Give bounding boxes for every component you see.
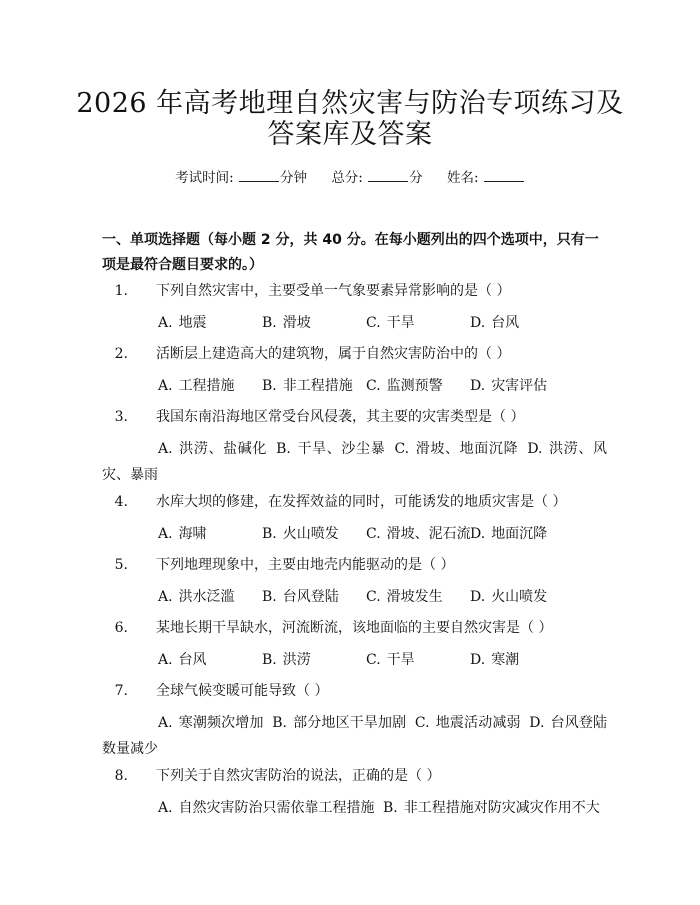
total-score-label: 总分:	[331, 170, 363, 186]
page-title-line1: 2026 年高考地理自然灾害与防治专项练习及	[76, 88, 624, 119]
exam-time-field	[175, 170, 307, 186]
question-6	[102, 618, 607, 638]
option-b: B. 干旱、沙尘暴	[276, 441, 386, 457]
exam-meta	[0, 168, 700, 188]
option-b: B. 非工程措施对防灾减灾作用不大	[383, 800, 600, 816]
question-text: 下列地理现象中，主要由地壳内能驱动的是（ ）	[156, 557, 455, 573]
question-3-options	[102, 436, 607, 488]
option-c: C. 监测预警	[366, 378, 443, 394]
question-7-options	[102, 710, 607, 762]
option-c: C. 干旱	[366, 652, 415, 668]
question-6-options	[102, 647, 607, 673]
option-b: B. 非工程措施	[262, 378, 353, 394]
question-number: 6.	[114, 620, 128, 636]
option-a: A. 洪涝、盐碱化	[158, 441, 268, 457]
question-number: 2.	[114, 346, 128, 362]
total-score-blank	[368, 168, 408, 182]
exam-time-unit: 分钟	[280, 170, 308, 186]
option-b: B. 部分地区干旱加剧	[272, 715, 407, 731]
question-5	[102, 555, 607, 575]
option-c: C. 地震活动减弱	[414, 715, 521, 731]
option-a: A. 自然灾害防治只需依靠工程措施	[158, 800, 375, 816]
option-d: D. 台风登陆数量减少	[102, 715, 608, 757]
question-number: 7.	[114, 683, 128, 699]
question-number: 1.	[114, 283, 128, 299]
option-d: D. 灾害评估	[470, 378, 548, 394]
question-8-options	[102, 795, 607, 821]
option-b: B. 滑坡	[262, 315, 311, 331]
question-4-options	[102, 521, 607, 547]
option-c: C. 干旱	[366, 315, 415, 331]
option-b: B. 台风登陆	[262, 589, 339, 605]
question-8	[102, 766, 607, 786]
option-d: D. 洪涝、风灾、暴雨	[102, 441, 608, 483]
option-d: D. 地面沉降	[470, 526, 548, 542]
question-text: 下列自然灾害中，主要受单一气象要素异常影响的是（ ）	[156, 283, 511, 299]
page-title-line2: 答案库及答案	[267, 119, 433, 150]
option-a: A. 工程措施	[158, 378, 235, 394]
question-1	[102, 281, 607, 301]
question-text: 下列关于自然灾害防治的说法，正确的是（ ）	[156, 768, 441, 784]
option-c: C. 滑坡发生	[366, 589, 443, 605]
question-number: 4.	[114, 494, 128, 510]
question-1-options	[102, 310, 607, 336]
total-score-field	[331, 170, 422, 186]
option-a: A. 地震	[158, 315, 207, 331]
question-2-options	[102, 373, 607, 399]
section-heading: 一、单项选择题（每小题 2 分，共 40 分。在每小题列出的四个选项中，只有一项是最符合题目要求的。）	[102, 232, 599, 273]
student-name-field	[447, 170, 525, 186]
student-name-blank	[484, 168, 524, 182]
question-5-options	[102, 584, 607, 610]
question-number: 3.	[114, 409, 128, 425]
option-a: A. 洪水泛滥	[158, 589, 235, 605]
option-c: C. 滑坡、泥石流	[366, 526, 471, 542]
question-text: 某地长期干旱缺水，河流断流，该地面临的主要自然灾害是（ ）	[156, 620, 553, 636]
question-4	[102, 492, 607, 512]
option-d: D. 台风	[470, 315, 520, 331]
question-text: 活断层上建造高大的建筑物，属于自然灾害防治中的（ ）	[156, 346, 511, 362]
question-3	[102, 407, 607, 427]
option-c: C. 滑坡、地面沉降	[394, 441, 519, 457]
student-name-label: 姓名:	[446, 170, 479, 186]
exam-time-blank	[239, 168, 279, 182]
option-d: D. 寒潮	[470, 652, 520, 668]
question-text: 我国东南沿海地区常受台风侵袭，其主要的灾害类型是（ ）	[156, 409, 525, 425]
total-score-unit: 分	[409, 170, 423, 186]
option-b: B. 火山喷发	[262, 526, 339, 542]
question-text: 水库大坝的修建，在发挥效益的同时，可能诱发的地质灾害是（ ）	[156, 494, 567, 510]
option-a: A. 台风	[158, 652, 207, 668]
question-number: 5.	[114, 557, 128, 573]
option-b: B. 洪涝	[262, 652, 311, 668]
question-text: 全球气候变暖可能导致（ ）	[156, 683, 329, 699]
question-number: 8.	[114, 768, 128, 784]
question-2	[102, 344, 607, 364]
option-d: D. 火山喷发	[470, 589, 548, 605]
question-7	[102, 681, 607, 701]
option-a: A. 海啸	[158, 526, 207, 542]
exam-time-label: 考试时间:	[175, 170, 234, 186]
option-a: A. 寒潮频次增加	[158, 715, 264, 731]
